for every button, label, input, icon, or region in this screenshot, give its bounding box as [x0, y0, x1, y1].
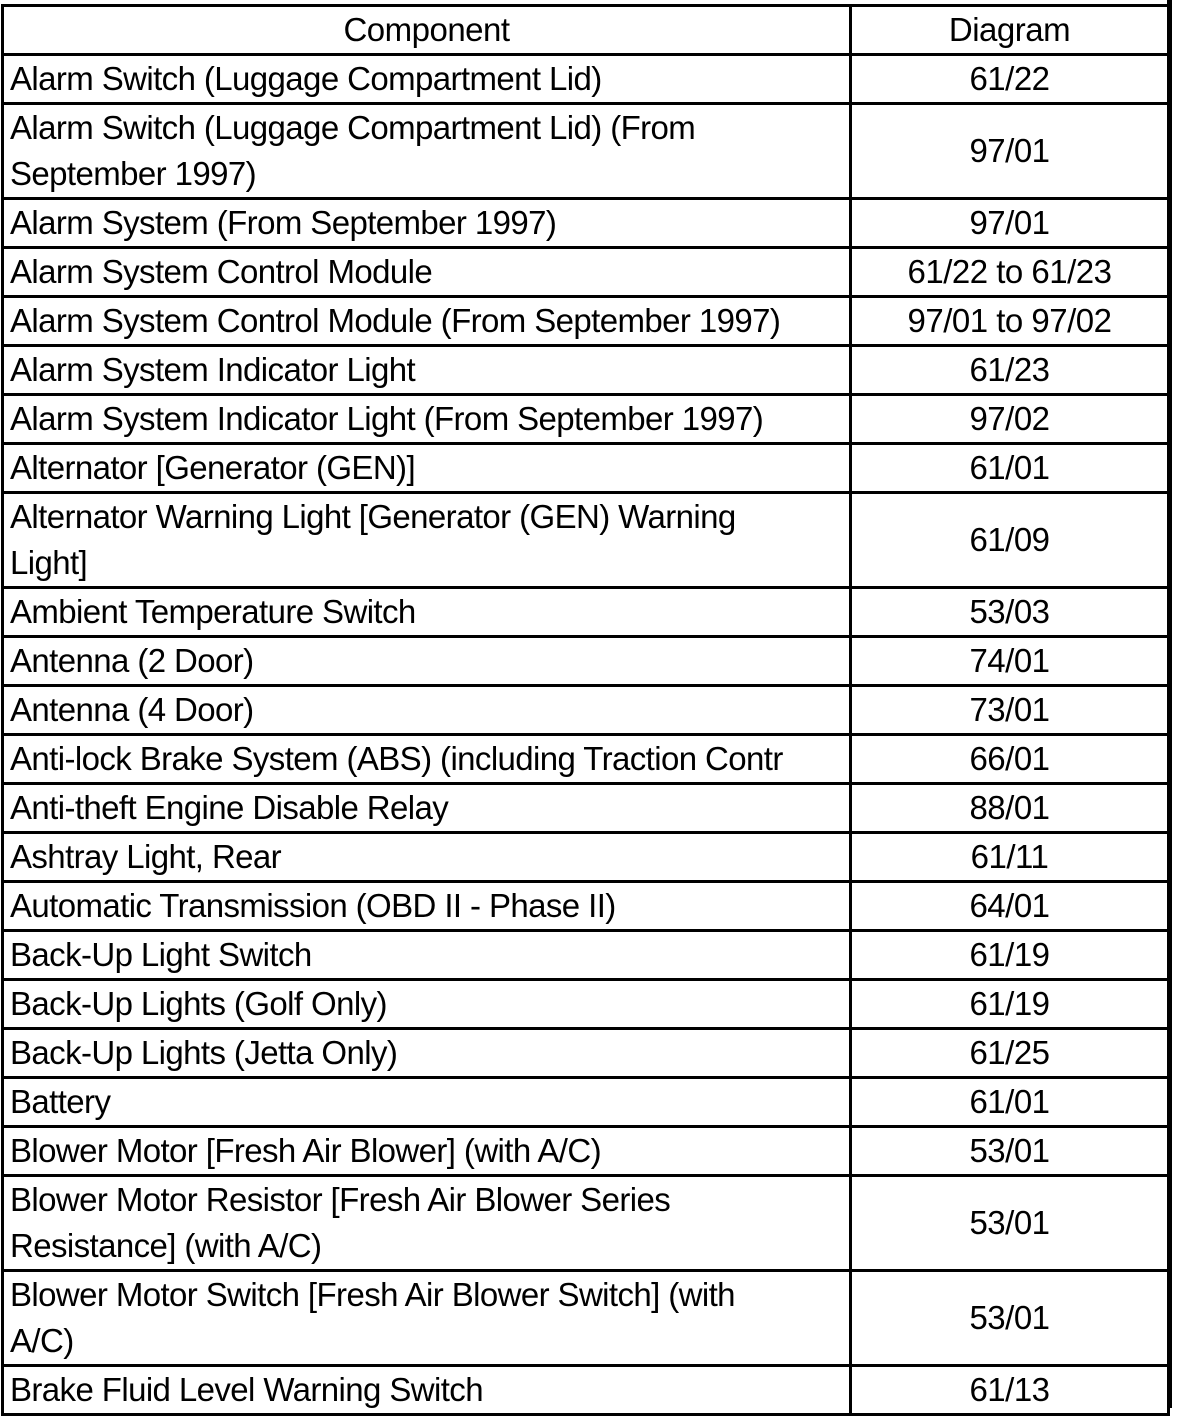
component-cell: Blower Motor [Fresh Air Blower] (with A/C) [3, 1127, 851, 1176]
diagram-cell: 74/01 [851, 637, 1169, 686]
component-cell: Battery [3, 1078, 851, 1127]
table-row [3, 1176, 1169, 1271]
diagram-cell: 97/01 [851, 104, 1169, 199]
diagram-cell: 61/11 [851, 833, 1169, 882]
diagram-cell: 61/01 [851, 1078, 1169, 1127]
table-row [3, 833, 1169, 882]
table-row [3, 784, 1169, 833]
diagram-cell: 64/01 [851, 882, 1169, 931]
table-row [3, 637, 1169, 686]
table-row [3, 297, 1169, 346]
table-row [3, 55, 1169, 104]
component-cell: Anti-theft Engine Disable Relay [3, 784, 851, 833]
page-right-border [1167, 0, 1172, 1408]
diagram-cell: 61/13 [851, 1366, 1169, 1415]
diagram-cell: 61/22 to 61/23 [851, 248, 1169, 297]
component-cell: Alternator [Generator (GEN)] [3, 444, 851, 493]
component-cell: Alternator Warning Light [Generator (GEN) Warning Light] [3, 493, 851, 588]
diagram-cell: 61/19 [851, 980, 1169, 1029]
table-row [3, 444, 1169, 493]
component-cell: Alarm System (From September 1997) [3, 199, 851, 248]
component-cell: Alarm System Indicator Light [3, 346, 851, 395]
diagram-cell: 61/19 [851, 931, 1169, 980]
table-row [3, 882, 1169, 931]
component-cell: Antenna (2 Door) [3, 637, 851, 686]
table-row [3, 1366, 1169, 1415]
diagram-cell: 66/01 [851, 735, 1169, 784]
component-cell: Brake Fluid Level Warning Switch [3, 1366, 851, 1415]
diagram-cell: 73/01 [851, 686, 1169, 735]
table-row [3, 248, 1169, 297]
diagram-cell: 61/23 [851, 346, 1169, 395]
diagram-cell: 53/01 [851, 1127, 1169, 1176]
component-cell: Antenna (4 Door) [3, 686, 851, 735]
table-row [3, 1078, 1169, 1127]
component-column-header: Component [3, 6, 851, 55]
table-row [3, 686, 1169, 735]
header-row [3, 6, 1169, 55]
component-cell: Ambient Temperature Switch [3, 588, 851, 637]
component-cell: Alarm System Control Module [3, 248, 851, 297]
table-row [3, 199, 1169, 248]
table-row [3, 735, 1169, 784]
diagram-cell: 61/22 [851, 55, 1169, 104]
table-row [3, 1271, 1169, 1366]
diagram-cell: 97/01 [851, 199, 1169, 248]
diagram-cell: 53/01 [851, 1271, 1169, 1366]
table-row [3, 588, 1169, 637]
table-row [3, 493, 1169, 588]
table-row [3, 395, 1169, 444]
table-row [3, 346, 1169, 395]
diagram-cell: 97/02 [851, 395, 1169, 444]
component-cell: Blower Motor Switch [Fresh Air Blower Switch] (with A/C) [3, 1271, 851, 1366]
diagram-cell: 61/09 [851, 493, 1169, 588]
component-cell: Back-Up Lights (Jetta Only) [3, 1029, 851, 1078]
table-row [3, 980, 1169, 1029]
component-cell: Ashtray Light, Rear [3, 833, 851, 882]
table-row [3, 1029, 1169, 1078]
component-cell: Alarm System Indicator Light (From September 1997) [3, 395, 851, 444]
component-cell: Alarm System Control Module (From September 1997) [3, 297, 851, 346]
component-cell: Alarm Switch (Luggage Compartment Lid) [3, 55, 851, 104]
component-cell: Anti-lock Brake System (ABS) (including Traction Contr [3, 735, 851, 784]
diagram-column-header: Diagram [851, 6, 1169, 55]
table-row [3, 931, 1169, 980]
component-cell: Automatic Transmission (OBD II - Phase II) [3, 882, 851, 931]
diagram-cell: 61/25 [851, 1029, 1169, 1078]
component-cell: Blower Motor Resistor [Fresh Air Blower Series Resistance] (with A/C) [3, 1176, 851, 1271]
diagram-cell: 53/01 [851, 1176, 1169, 1271]
table-row [3, 104, 1169, 199]
component-cell: Back-Up Lights (Golf Only) [3, 980, 851, 1029]
component-diagram-table [1, 4, 1170, 1416]
diagram-cell: 88/01 [851, 784, 1169, 833]
component-cell: Back-Up Light Switch [3, 931, 851, 980]
diagram-cell: 53/03 [851, 588, 1169, 637]
table-row [3, 1127, 1169, 1176]
diagram-cell: 61/01 [851, 444, 1169, 493]
component-cell: Alarm Switch (Luggage Compartment Lid) (From September 1997) [3, 104, 851, 199]
diagram-cell: 97/01 to 97/02 [851, 297, 1169, 346]
